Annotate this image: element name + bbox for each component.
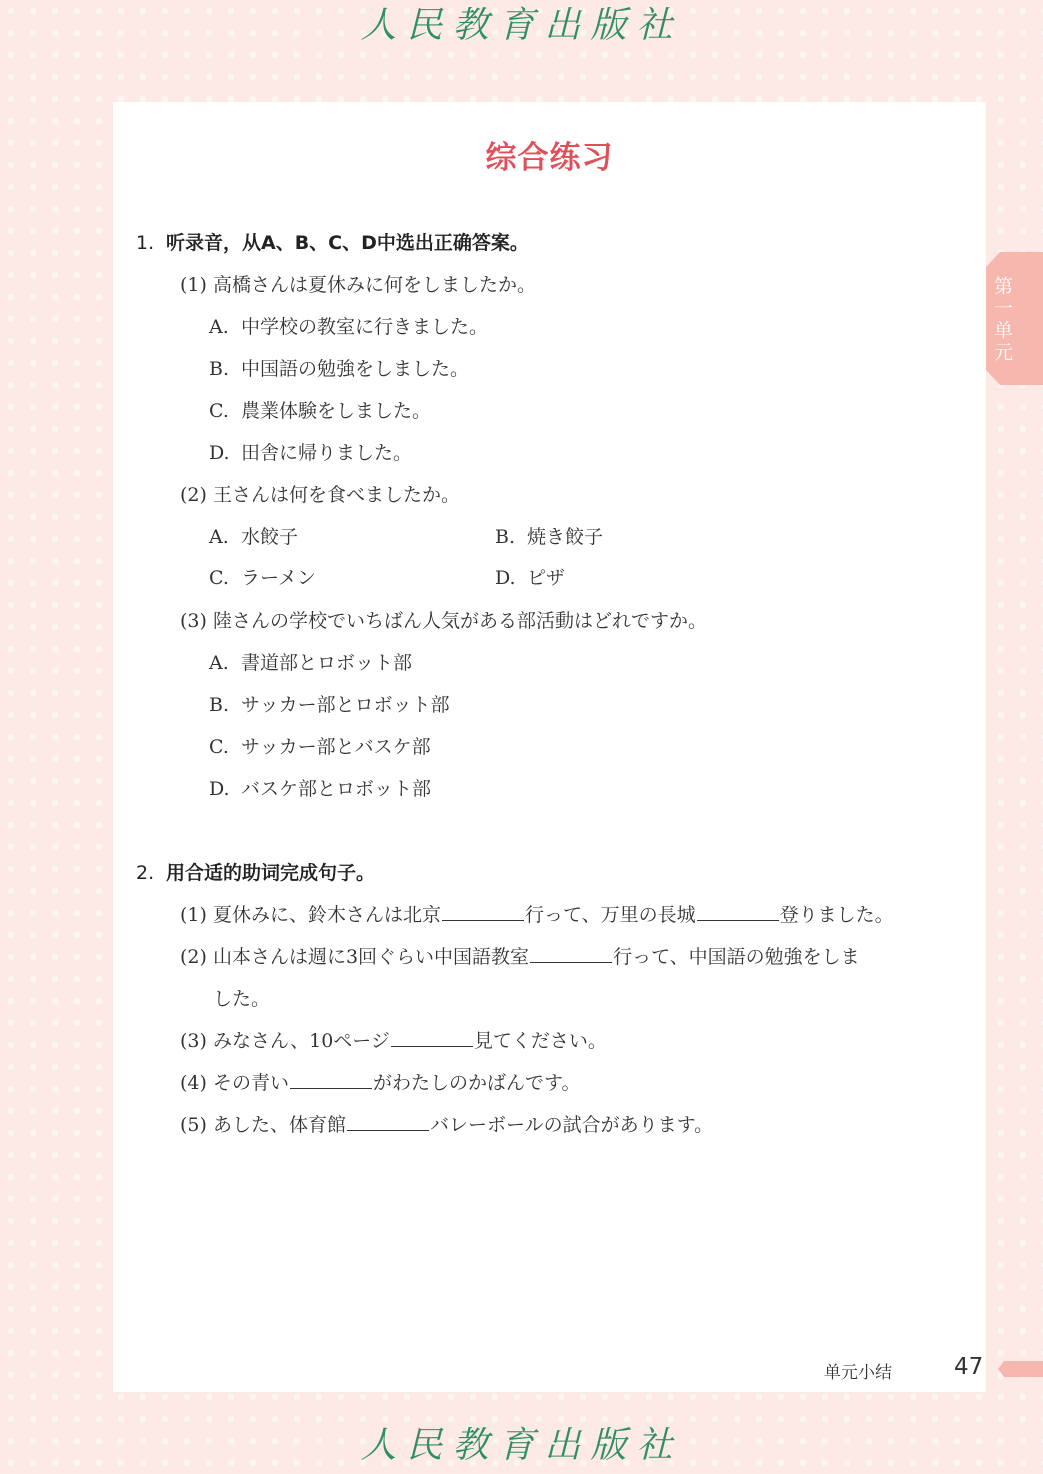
item-number: (3) bbox=[180, 1030, 207, 1052]
item-text: 高橋さんは夏休みに何をしましたか。 bbox=[212, 274, 536, 296]
option-text: 田舎に帰りました。 bbox=[241, 442, 413, 464]
sentence-text: 行って、万里の長城 bbox=[524, 904, 696, 926]
option-letter: D. bbox=[495, 567, 516, 589]
option-d[interactable] bbox=[495, 563, 565, 590]
sentence-text: がわたしのかばんです。 bbox=[372, 1072, 581, 1094]
option-text: 焼き餃子 bbox=[527, 526, 604, 548]
publisher-logo-top: 人民教育出版社 bbox=[360, 5, 683, 46]
item-text: 陸さんの学校でいちばん人気がある部活動はどれですか。 bbox=[212, 610, 707, 632]
item-number: (2) bbox=[180, 484, 207, 506]
option-letter: B. bbox=[495, 526, 516, 548]
option-b[interactable] bbox=[495, 522, 603, 549]
section-label: 单元小结 bbox=[824, 1363, 892, 1383]
option-text: 農業体験をしました。 bbox=[241, 400, 432, 422]
option-a[interactable] bbox=[209, 648, 412, 675]
page-title: 综合练习 bbox=[485, 140, 614, 176]
item-number: (1) bbox=[180, 904, 207, 926]
option-letter: D. bbox=[209, 442, 230, 464]
option-text: 書道部とロボット部 bbox=[241, 652, 413, 674]
sentence-text: 登りました。 bbox=[779, 904, 894, 926]
sentence-text: みなさん、10ページ bbox=[212, 1030, 390, 1052]
option-letter: B. bbox=[209, 694, 230, 716]
option-letter: A. bbox=[209, 652, 229, 674]
answer-blank[interactable] bbox=[697, 902, 779, 921]
sentence-text: あした、体育館 bbox=[212, 1114, 346, 1136]
question-text: 用合适的助词完成句子。 bbox=[166, 862, 376, 884]
option-d[interactable] bbox=[209, 438, 412, 465]
sentence-text: バレーボールの試合があります。 bbox=[429, 1114, 714, 1136]
option-letter: D. bbox=[209, 778, 230, 800]
answer-blank[interactable] bbox=[347, 1112, 429, 1131]
option-d[interactable] bbox=[209, 774, 431, 801]
question-text: 听录音，从A、B、C、D中选出正确答案。 bbox=[166, 232, 529, 254]
option-c[interactable] bbox=[209, 563, 316, 590]
item-text: 王さんは何を食べましたか。 bbox=[212, 484, 460, 506]
option-b[interactable] bbox=[209, 354, 469, 381]
sentence-text: 夏休みに、鈴木さんは北京 bbox=[212, 904, 441, 926]
option-letter: A. bbox=[209, 526, 229, 548]
item-number: (5) bbox=[180, 1114, 207, 1136]
answer-blank[interactable] bbox=[442, 902, 524, 921]
option-text: 中国語の勉強をしました。 bbox=[241, 358, 470, 380]
fill-in-sentence bbox=[180, 1068, 580, 1095]
sentence-text: 見てください。 bbox=[473, 1030, 607, 1052]
option-text: 中学校の教室に行きました。 bbox=[241, 316, 489, 338]
option-letter: A. bbox=[209, 316, 229, 338]
question-1-item-1 bbox=[180, 270, 536, 297]
item-number: (3) bbox=[180, 610, 207, 632]
item-number: (4) bbox=[180, 1072, 207, 1094]
question-number: 1. bbox=[136, 232, 155, 254]
option-letter: C. bbox=[209, 400, 229, 422]
sentence-text: その青い bbox=[212, 1072, 289, 1094]
publisher-logo-bottom: 人民教育出版社 bbox=[360, 1425, 683, 1466]
fill-in-sentence bbox=[180, 942, 860, 969]
fill-in-sentence bbox=[180, 1110, 713, 1137]
question-number: 2. bbox=[136, 862, 155, 884]
option-a[interactable] bbox=[209, 522, 298, 549]
page-number: 47 bbox=[954, 1354, 984, 1380]
item-number: (1) bbox=[180, 274, 207, 296]
option-text: バスケ部とロボット部 bbox=[241, 778, 432, 800]
question-1-heading bbox=[136, 228, 529, 255]
page-tab-marker bbox=[998, 1361, 1043, 1377]
option-text: サッカー部とロボット部 bbox=[241, 694, 450, 716]
option-letter: C. bbox=[209, 736, 229, 758]
question-1-item-3 bbox=[180, 606, 707, 633]
option-letter: B. bbox=[209, 358, 230, 380]
fill-in-sentence bbox=[180, 1026, 607, 1053]
option-c[interactable] bbox=[209, 396, 431, 423]
sentence-text: 行って、中国語の勉強をしま bbox=[613, 946, 860, 968]
answer-blank[interactable] bbox=[391, 1028, 473, 1047]
question-1-item-2 bbox=[180, 480, 460, 507]
question-2-heading bbox=[136, 858, 375, 885]
item-number: (2) bbox=[180, 946, 207, 968]
exercise-sheet bbox=[113, 102, 986, 1392]
option-c[interactable] bbox=[209, 732, 431, 759]
option-a[interactable] bbox=[209, 312, 488, 339]
answer-blank[interactable] bbox=[530, 944, 612, 963]
option-text: ピザ bbox=[527, 567, 566, 589]
sentence-text: 山本さんは週に3回ぐらい中国語教室 bbox=[212, 946, 530, 968]
option-text: 水餃子 bbox=[241, 526, 299, 548]
option-text: サッカー部とバスケ部 bbox=[241, 736, 431, 758]
option-text: ラーメン bbox=[241, 567, 317, 589]
option-letter: C. bbox=[209, 567, 229, 589]
fill-in-sentence bbox=[180, 900, 894, 927]
chapter-side-tab-label: 第一单元 bbox=[991, 276, 1013, 364]
sentence-continuation: した。 bbox=[213, 988, 271, 1010]
option-b[interactable] bbox=[209, 690, 450, 717]
answer-blank[interactable] bbox=[290, 1070, 372, 1089]
